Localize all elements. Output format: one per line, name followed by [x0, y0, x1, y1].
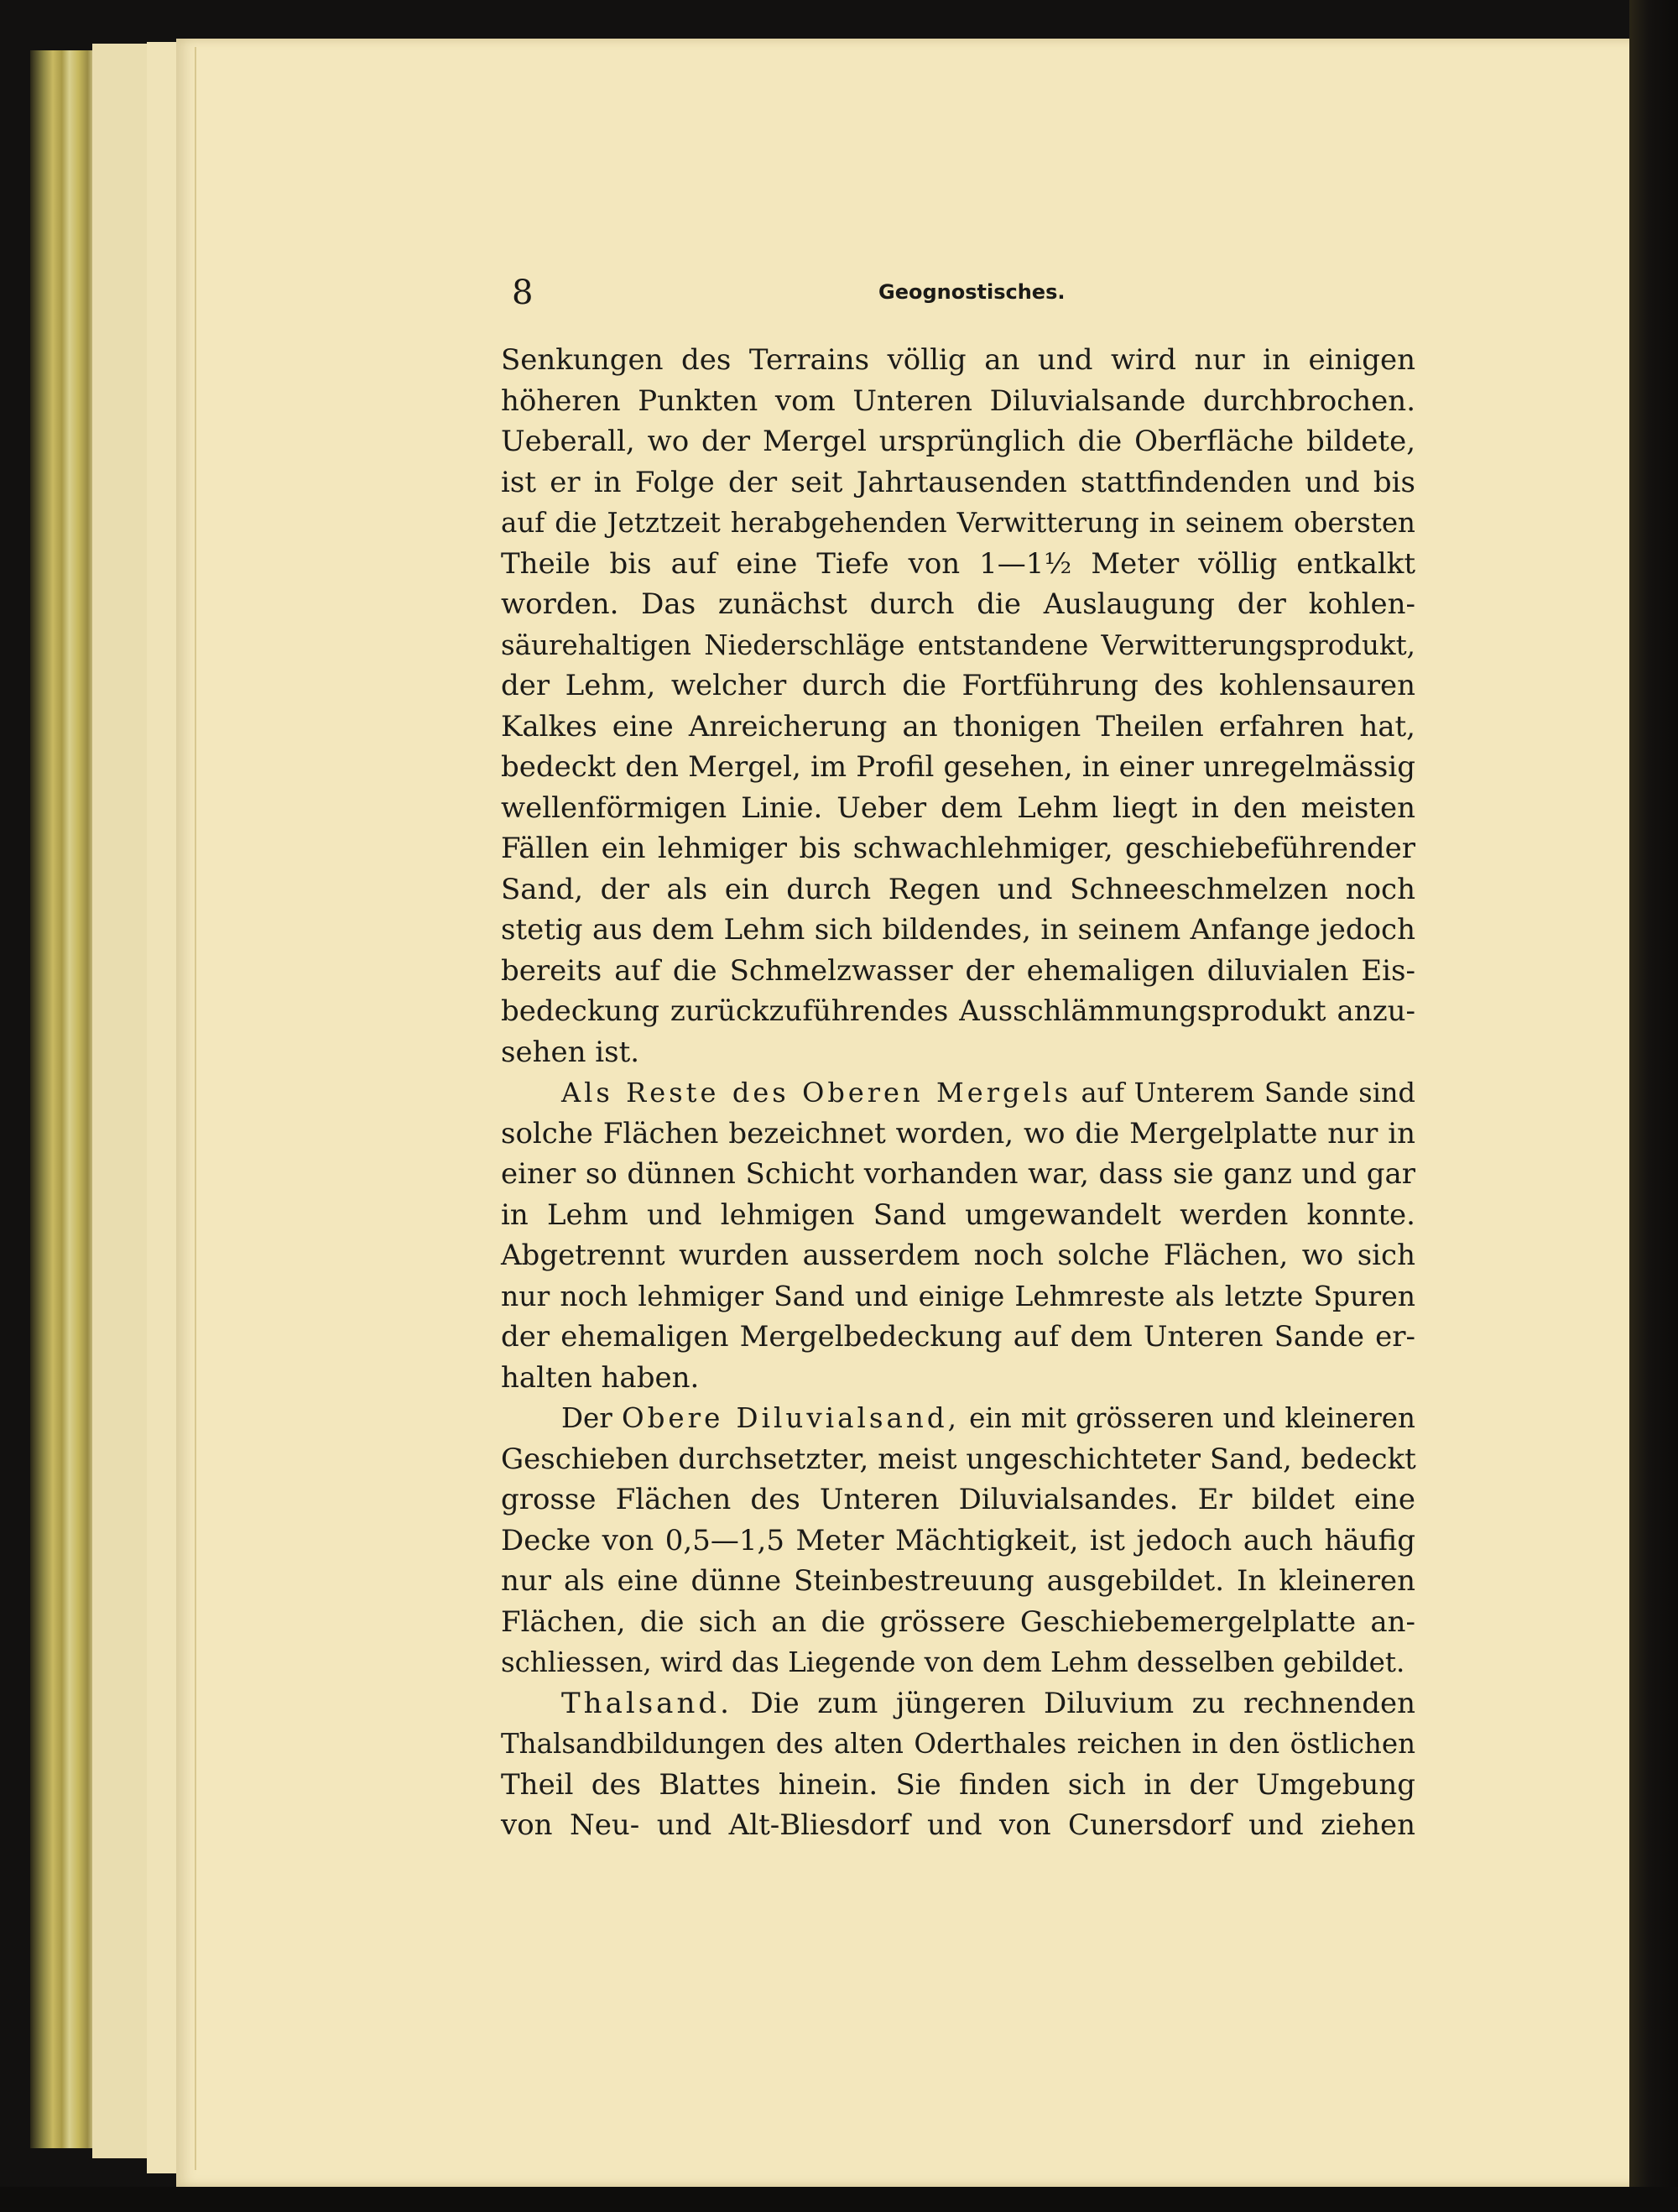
- text-line: bedeckung zurückzuführendes Ausschlämmungsprodukt anzu-: [501, 994, 1415, 1028]
- text-line: der ehemaligen Mergelbedeckung auf dem Unteren Sande er-: [501, 1320, 1415, 1354]
- running-head: Geognostisches.: [878, 280, 1066, 304]
- page-number: 8: [512, 274, 534, 312]
- text-line: grosse Flächen des Unteren Diluvialsandes. Er bildet eine: [501, 1483, 1415, 1516]
- paragraph-first-line: [501, 1683, 1415, 1724]
- text-line: Flächen, die sich an die grössere Geschiebemergelplatte an-: [501, 1604, 1415, 1639]
- text-line: sehen ist.: [501, 1035, 640, 1069]
- book-cover-edge: [1629, 0, 1678, 2212]
- gutter-line: [195, 47, 196, 2170]
- text-run: ein mit grösseren und kleineren: [969, 1402, 1415, 1434]
- text-line: ist er in Folge der seit Jahrtausenden stattfindenden und bis: [501, 465, 1415, 499]
- text-line: Sand, der als ein durch Regen und Schneeschmelzen noch: [501, 872, 1415, 906]
- text-run: auf Unterem Sande sind: [1081, 1077, 1416, 1109]
- text-line: bereits auf die Schmelzwasser der ehemaligen diluvialen Eis-: [501, 953, 1415, 988]
- text-line: solche Flächen bezeichnet worden, wo die Mergelplatte nur in: [501, 1116, 1415, 1150]
- scan-border: [0, 2187, 1678, 2212]
- text-line: auf die Jetztzeit herabgehenden Verwitterung in seinem obersten: [501, 507, 1415, 539]
- text-line: in Lehm und lehmigen Sand umgewandelt werden konnte.: [501, 1197, 1415, 1232]
- text-line: schliessen, wird das Liegende von dem Lehm desselben gebildet.: [501, 1646, 1405, 1678]
- text-line: nur als eine dünne Steinbestreuung ausgebildet. In kleineren: [501, 1564, 1415, 1598]
- text-line: Theil des Blattes hinein. Sie finden sich in der Umgebung: [501, 1767, 1415, 1802]
- text-line: säurehaltigen Niederschläge entstandene Verwitterungsprodukt,: [501, 629, 1415, 661]
- text-run: Die zum jüngeren Diluvium zu rechnenden: [750, 1686, 1415, 1720]
- text-line: wellenförmigen Linie. Ueber dem Lehm liegt in den meisten: [501, 790, 1415, 825]
- text-line: von Neu- und Alt-Bliesdorf und von Cunersdorf und ziehen: [501, 1808, 1415, 1842]
- body-text: [501, 340, 1415, 1846]
- text-line: der Lehm, welcher durch die Fortführung des kohlensauren: [501, 669, 1415, 702]
- text-line: Theile bis auf eine Tiefe von 1—1½ Meter völlig entkalkt: [501, 546, 1415, 581]
- text-line: Geschieben durchsetzter, meist ungeschichteter Sand, bedeckt: [501, 1442, 1416, 1476]
- spaced-term: Als Reste des Oberen Mergels: [561, 1077, 1072, 1109]
- text-line: einer so dünnen Schicht vorhanden war, dass sie ganz und gar: [501, 1157, 1415, 1191]
- spaced-term: Obere Diluvialsand,: [621, 1402, 960, 1434]
- text-run: Der: [561, 1402, 612, 1434]
- text-line: Fällen ein lehmiger bis schwachlehmiger, geschiebeführender: [501, 832, 1415, 865]
- spaced-term: Thalsand.: [561, 1686, 732, 1720]
- text-line: Senkungen des Terrains völlig an und wird nur in einigen: [501, 343, 1415, 377]
- text-line: stetig aus dem Lehm sich bildendes, in seinem Anfange jedoch: [501, 913, 1415, 947]
- text-line: höheren Punkten vom Unteren Diluvialsande durchbrochen.: [501, 383, 1415, 418]
- paragraph-first-line: [501, 1072, 1415, 1114]
- text-line: halten haben.: [501, 1360, 700, 1395]
- text-line: Decke von 0,5—1,5 Meter Mächtigkeit, ist jedoch auch häufig: [501, 1523, 1415, 1557]
- paragraph-first-line: [501, 1398, 1415, 1439]
- text-line: Kalkes eine Anreicherung an thonigen Theilen erfahren hat,: [501, 709, 1415, 743]
- text-line: Ueberall, wo der Mergel ursprünglich die Oberfläche bildete,: [501, 425, 1415, 458]
- text-line: bedeckt den Mergel, im Profil gesehen, in einer unregelmässig: [501, 750, 1415, 784]
- text-line: Abgetrennt wurden ausserdem noch solche Flächen, wo sich: [501, 1239, 1415, 1272]
- text-line: nur noch lehmiger Sand und einige Lehmreste als letzte Spuren: [501, 1279, 1415, 1312]
- page-header: [0, 274, 1678, 314]
- text-line: Thalsandbildungen des alten Oderthales reichen in den östlichen: [501, 1728, 1415, 1760]
- text-line: worden. Das zunächst durch die Auslaugung der kohlen-: [501, 587, 1415, 621]
